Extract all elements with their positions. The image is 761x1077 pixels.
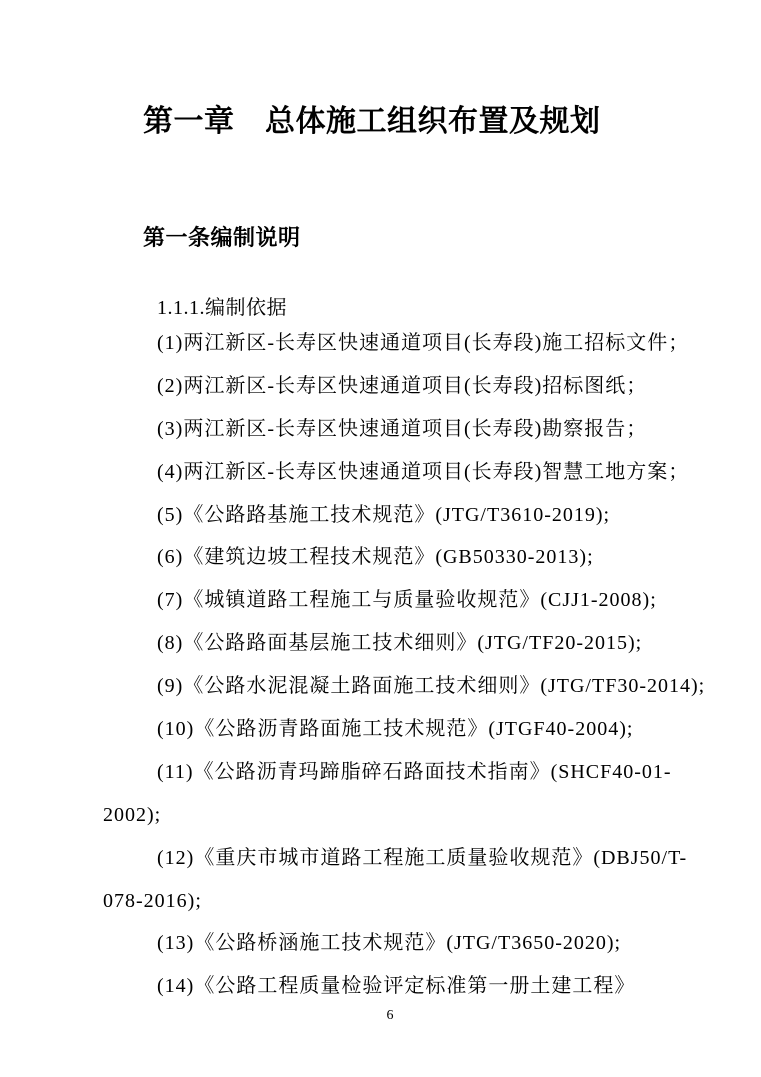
chapter-title: 第一章 总体施工组织布置及规划 bbox=[143, 105, 601, 138]
list-item-11-continuation: 2002); bbox=[103, 803, 162, 826]
list-item-7: (7)《城镇道路工程施工与质量验收规范》(CJJ1-2008); bbox=[157, 589, 657, 612]
subsection-heading: 1.1.1.编制依据 bbox=[157, 297, 287, 319]
reference-list bbox=[103, 322, 706, 1008]
list-item-5: (5)《公路路基施工技术规范》(JTG/T3610-2019); bbox=[157, 503, 611, 526]
list-item-12: (12)《重庆市城市道路工程施工质量验收规范》(DBJ50/T- bbox=[157, 846, 688, 869]
list-item-1: (1)两江新区-长寿区快速通道项目(长寿段)施工招标文件； bbox=[157, 332, 690, 354]
list-item-10: (10)《公路沥青路面施工技术规范》(JTGF40-2004); bbox=[157, 718, 634, 741]
list-item-2: (2)两江新区-长寿区快速通道项目(长寿段)招标图纸； bbox=[157, 374, 648, 397]
page-number: 6 bbox=[386, 1008, 394, 1023]
list-item-6: (6)《建筑边坡工程技术规范》(GB50330-2013); bbox=[157, 546, 594, 569]
list-item-11: (11)《公路沥青玛蹄脂碎石路面技术指南》(SHCF40-01- bbox=[157, 760, 672, 783]
list-item-13: (13)《公路桥涵施工技术规范》(JTG/T3650-2020); bbox=[157, 932, 622, 955]
list-item-8: (8)《公路路面基层施工技术细则》(JTG/TF20-2015); bbox=[157, 632, 643, 655]
list-item-14: (14)《公路工程质量检验评定标准第一册土建工程》 bbox=[157, 975, 636, 998]
list-item-12-continuation: 078-2016); bbox=[103, 889, 202, 912]
list-item-3: (3)两江新区-长寿区快速通道项目(长寿段)勘察报告； bbox=[157, 417, 648, 440]
section-heading: 第一条编制说明 bbox=[143, 225, 301, 250]
list-item-4: (4)两江新区-长寿区快速通道项目(长寿段)智慧工地方案； bbox=[157, 460, 690, 483]
list-item-9: (9)《公路水泥混凝土路面施工技术细则》(JTG/TF30-2014); bbox=[157, 675, 706, 698]
